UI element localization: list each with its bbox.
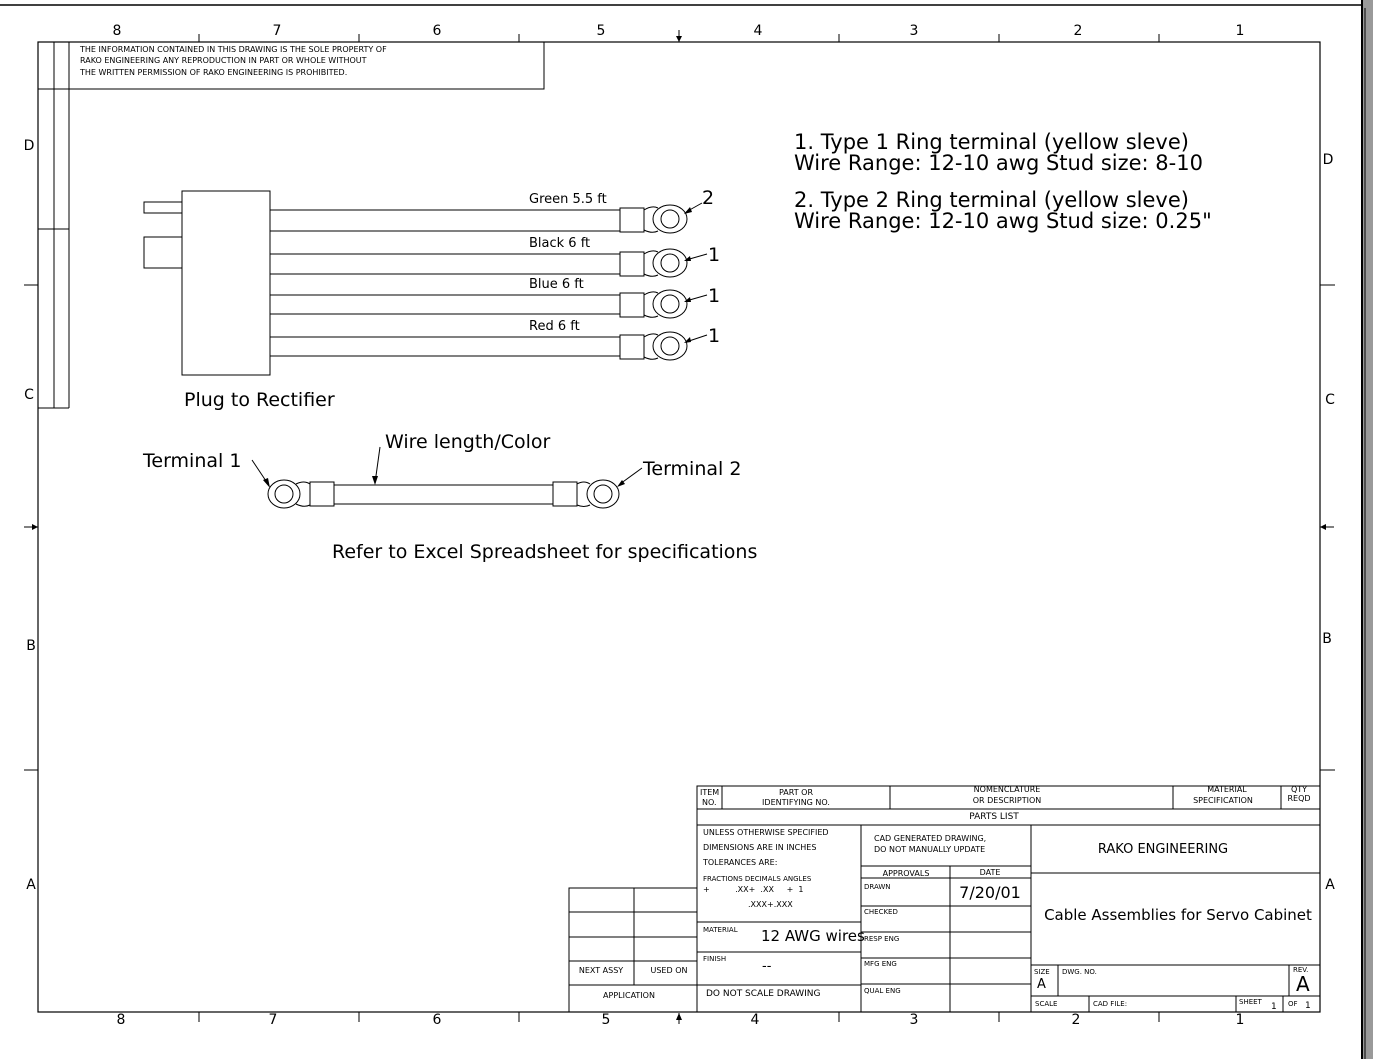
tb-size-label: SIZE: [1034, 968, 1050, 976]
tb-approvals: APPROVALS: [882, 869, 930, 878]
tb-drawing-title: Cable Assemblies for Servo Cabinet: [1044, 906, 1312, 924]
zone-right-b: B: [1322, 631, 1332, 647]
note-2-line-2: Wire Range: 12-10 awg Stud size: 0.25": [794, 209, 1212, 233]
tb-mfg-eng-label: MFG ENG: [864, 960, 897, 968]
wire-label-blue: Blue 6 ft: [529, 277, 584, 292]
zone-left-c: C: [24, 387, 34, 403]
zone-bottom-2: 2: [1071, 1012, 1081, 1028]
terminal-callout-red: 1: [708, 325, 721, 347]
tb-tol-head: FRACTIONS DECIMALS ANGLES: [703, 875, 812, 883]
tb-material-label: MATERIAL: [703, 926, 738, 934]
notice-line-3: THE WRITTEN PERMISSION OF RAKO ENGINEERING IS PROHIBITED.: [80, 68, 348, 77]
tb-qual-eng-label: QUAL ENG: [864, 987, 901, 995]
notice-line-1: THE INFORMATION CONTAINED IN THIS DRAWING IS THE SOLE PROPERTY OF: [80, 45, 387, 54]
tb-sheet-num: 1: [1271, 1002, 1277, 1012]
legend-terminal-2: Terminal 2: [643, 458, 742, 480]
pl-part-2: IDENTIFYING NO.: [762, 798, 830, 807]
tb-next-assy: NEXT ASSY: [578, 966, 624, 975]
zone-top-4: 4: [753, 23, 763, 39]
pl-item-1: ITEM: [700, 788, 720, 797]
window-edge: [1362, 0, 1373, 1059]
zone-left-d: D: [23, 138, 35, 154]
tb-company: RAKO ENGINEERING: [1097, 842, 1229, 857]
note-2-line-1: 2. Type 2 Ring terminal (yellow sleve): [794, 188, 1189, 212]
wire-label-red: Red 6 ft: [529, 319, 580, 334]
tb-application: APPLICATION: [603, 991, 655, 1000]
zone-right-c: C: [1325, 392, 1335, 408]
tb-tol-row2: .XXX+.XXX: [748, 900, 793, 909]
tb-finish-label: FINISH: [703, 955, 727, 963]
tb-tol-row1: + .XX+ .XX + 1: [703, 885, 804, 894]
tb-rev-label: REV.: [1293, 966, 1309, 974]
wire-label-black: Black 6 ft: [529, 236, 591, 251]
note-1-line-1: 1. Type 1 Ring terminal (yellow sleve): [794, 130, 1189, 154]
tb-cad-2: DO NOT MANUALLY UPDATE: [874, 845, 986, 854]
tb-resp-eng-label: RESP ENG: [864, 935, 900, 943]
tb-scale-label: SCALE: [1035, 1000, 1058, 1008]
zone-top-1: 1: [1235, 23, 1245, 39]
tb-dwg-no-label: DWG. NO.: [1062, 968, 1097, 976]
pl-qty-1: QTY: [1290, 785, 1308, 794]
zone-bottom-3: 3: [909, 1012, 919, 1028]
terminal-callout-blue: 1: [708, 285, 721, 307]
tb-finish-value: --: [762, 959, 772, 974]
zone-top-6: 6: [432, 23, 442, 39]
legend-wire: Wire length/Color: [385, 431, 551, 453]
tb-of-label: OF: [1288, 1000, 1298, 1008]
tb-cad-1: CAD GENERATED DRAWING,: [874, 834, 987, 843]
tb-drawn-date: 7/20/01: [959, 883, 1021, 902]
pl-part-1: PART OR: [778, 788, 814, 797]
pl-item-2: NO.: [702, 798, 717, 807]
zone-bottom-7: 7: [268, 1012, 278, 1028]
pl-qty-2: REQD: [1287, 794, 1311, 803]
wire-label-green: Green 5.5 ft: [529, 192, 607, 207]
legend-terminal-1: Terminal 1: [143, 450, 242, 472]
zone-bottom-8: 8: [116, 1012, 126, 1028]
pl-nomen-2: OR DESCRIPTION: [972, 796, 1042, 805]
note-1-line-2: Wire Range: 12-10 awg Stud size: 8-10: [794, 151, 1203, 175]
left-strip: [38, 42, 69, 408]
zone-left-a: A: [26, 877, 36, 893]
notice-line-2: RAKO ENGINEERING ANY REPRODUCTION IN PART OR WHOLE WITHOUT: [80, 56, 367, 65]
zone-left-b: B: [26, 638, 36, 654]
zone-top-2: 2: [1073, 23, 1083, 39]
tb-sheet-label: SHEET: [1239, 998, 1262, 1006]
zone-top-8: 8: [112, 23, 122, 39]
zone-right-a: A: [1325, 877, 1335, 893]
tb-cad-file-label: CAD FILE:: [1093, 1000, 1128, 1008]
pl-nomen-1: NOMENCLATURE: [973, 785, 1041, 794]
legend-cable: [252, 447, 642, 508]
refer-note: Refer to Excel Spreadsheet for specifications: [332, 541, 758, 563]
zone-bottom-4: 4: [750, 1012, 760, 1028]
wire-harness: [270, 203, 707, 360]
center-marks: [24, 30, 1334, 1024]
top-zone-ticks: [24, 34, 1335, 1022]
tb-unless-2: DIMENSIONS ARE IN INCHES: [703, 843, 817, 852]
plug-body: [144, 191, 270, 375]
plug-label: Plug to Rectifier: [184, 389, 335, 411]
zone-top-5: 5: [596, 23, 606, 39]
tb-used-on: USED ON: [650, 966, 688, 975]
terminal-callout-black: 1: [708, 244, 721, 266]
tb-unless-1: UNLESS OTHERWISE SPECIFIED: [703, 828, 829, 837]
tb-date-label: DATE: [979, 868, 1001, 877]
zone-bottom-6: 6: [432, 1012, 442, 1028]
zone-bottom-1: 1: [1235, 1012, 1245, 1028]
tb-no-scale: DO NOT SCALE DRAWING: [706, 989, 821, 999]
tb-drawn-label: DRAWN: [864, 883, 891, 891]
tb-unless-3: TOLERANCES ARE:: [703, 858, 778, 867]
tb-rev-value: A: [1296, 972, 1310, 996]
tb-size-value: A: [1037, 977, 1046, 992]
zone-top-7: 7: [272, 23, 282, 39]
pl-title: PARTS LIST: [969, 812, 1019, 822]
leader-arrowheads: [684, 207, 692, 343]
zone-bottom-5: 5: [601, 1012, 611, 1028]
pl-mat-2: SPECIFICATION: [1193, 796, 1253, 805]
tb-of-num: 1: [1305, 1001, 1311, 1011]
tb-material-value: 12 AWG wires: [761, 927, 865, 945]
zone-top-3: 3: [909, 23, 919, 39]
zone-right-d: D: [1322, 152, 1334, 168]
pl-mat-1: MATERIAL: [1207, 785, 1247, 794]
terminal-callout-green: 2: [702, 187, 715, 209]
tb-checked-label: CHECKED: [864, 908, 898, 916]
